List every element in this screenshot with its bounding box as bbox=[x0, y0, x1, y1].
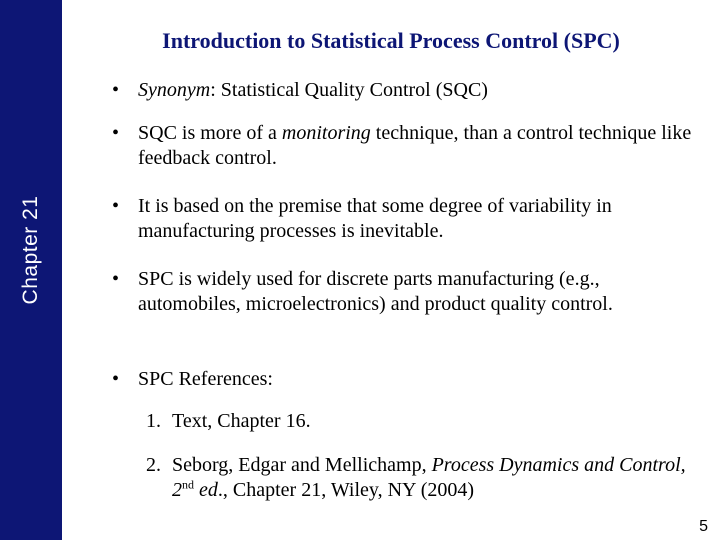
reference-number: 2. bbox=[146, 454, 161, 476]
bullet-italic: monitoring bbox=[281, 122, 371, 144]
bullet-marker: • bbox=[112, 195, 120, 217]
reference-number: 1. bbox=[146, 410, 161, 432]
bullet-marker: • bbox=[112, 122, 120, 144]
slide-title: Introduction to Statistical Process Control (SPC) bbox=[162, 28, 620, 53]
bullet-text: It is based on the premise that some degree of variability in manufacturing processes is inevitable. bbox=[138, 195, 612, 242]
bullet-marker: • bbox=[112, 268, 120, 290]
reference-superscript: nd bbox=[182, 477, 194, 492]
bullet-marker: • bbox=[112, 368, 120, 390]
bullet-text: SQC is more of a bbox=[138, 122, 282, 144]
bullet-text: SPC References: bbox=[138, 368, 273, 390]
reference-text: Text, Chapter 16. bbox=[172, 410, 311, 432]
reference-italic: Process Dynamics and Control, 2 bbox=[172, 454, 686, 501]
bullet-marker: • bbox=[112, 79, 120, 101]
chapter-label: Chapter 21 bbox=[19, 195, 42, 305]
sidebar-band bbox=[0, 0, 62, 540]
reference-text: ., Chapter 21, Wiley, NY (2004) bbox=[217, 479, 475, 501]
reference-text: Seborg, Edgar and Mellichamp, bbox=[172, 454, 432, 476]
bullet-text: SPC is widely used for discrete parts manufacturing (e.g., automobiles, microelectronics) and product quality control. bbox=[138, 268, 613, 315]
reference-italic: ed bbox=[194, 479, 218, 501]
page-number: 5 bbox=[699, 518, 708, 535]
bullet-italic: Synonym bbox=[138, 79, 211, 101]
bullet-text: : Statistical Quality Control (SQC) bbox=[210, 79, 488, 101]
bullet-text: technique, than a control technique like feedback control. bbox=[138, 122, 692, 169]
